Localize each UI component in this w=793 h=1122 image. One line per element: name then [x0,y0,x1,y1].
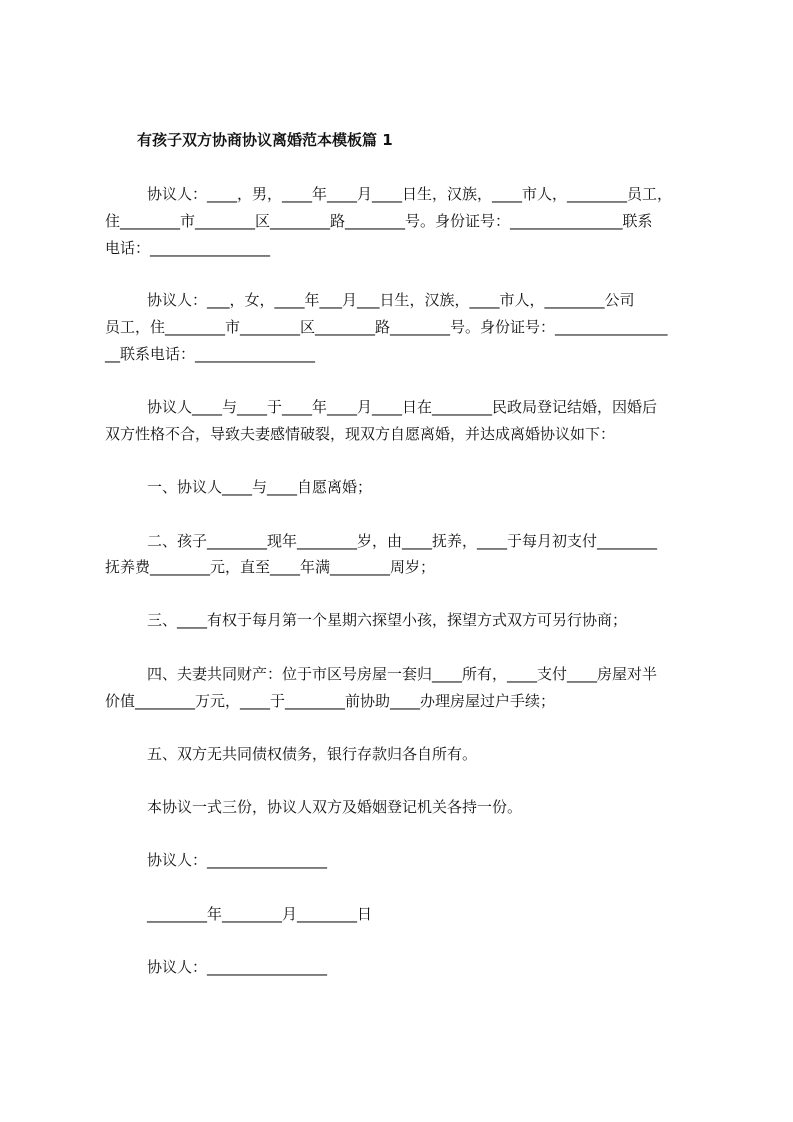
clause-1: 一、协议人____与____自愿离婚； [147,478,373,496]
document-title: 有孩子双方协商协议离婚范本模板篇 1 [137,131,393,149]
clause-2-line-2: 抚养费________元，直至____年满________周岁； [105,558,436,576]
copies-statement: 本协议一式三份，协议人双方及婚姻登记机关各持一份。 [147,798,523,816]
date-line: ________年________月________日 [147,905,373,923]
clause-4-line-1: 四、夫妻共同财产：位于市区号房屋一套归____所有，____支付____房屋对半 [147,665,658,683]
paragraph-1-line-3: 电话：________________ [105,239,271,257]
signature-line-2: 协议人：________________ [147,958,328,976]
paragraph-3-line-1: 协议人____与____于____年____月____日在________民政局登记结婚，因婚后 [147,398,658,416]
paragraph-2-line-2: 员工，住________市________区________路________号。身份证号：_______________ [105,318,668,336]
paragraph-1-line-1: 协议人：____，男，____年____月____日生，汉族，____市人，________员工， [147,185,673,203]
clause-5: 五、双方无共同债权债务，银行存款归各自所有。 [147,745,478,763]
paragraph-2-line-1: 协议人：___，女，____年___月___日生，汉族，____市人，________公司 [147,291,635,309]
clause-2-line-1: 二、孩子________现年________岁，由____抚养，____于每月初支付________ [147,532,658,550]
clause-3: 三、____有权于每月第一个星期六探望小孩，探望方式双方可另行协商； [147,611,628,629]
clause-4-line-2: 价值________万元，____于________前协助____办理房屋过户手续； [105,692,556,710]
paragraph-3-line-2: 双方性格不合，导致夫妻感情破裂，现双方自愿离婚，并达成离婚协议如下： [105,425,616,443]
paragraph-1-line-2: 住________市________区________路________号。身份证号：_______________联系 [105,212,653,230]
signature-line-1: 协议人：________________ [147,851,328,869]
paragraph-2-line-3: __联系电话：________________ [105,345,316,363]
